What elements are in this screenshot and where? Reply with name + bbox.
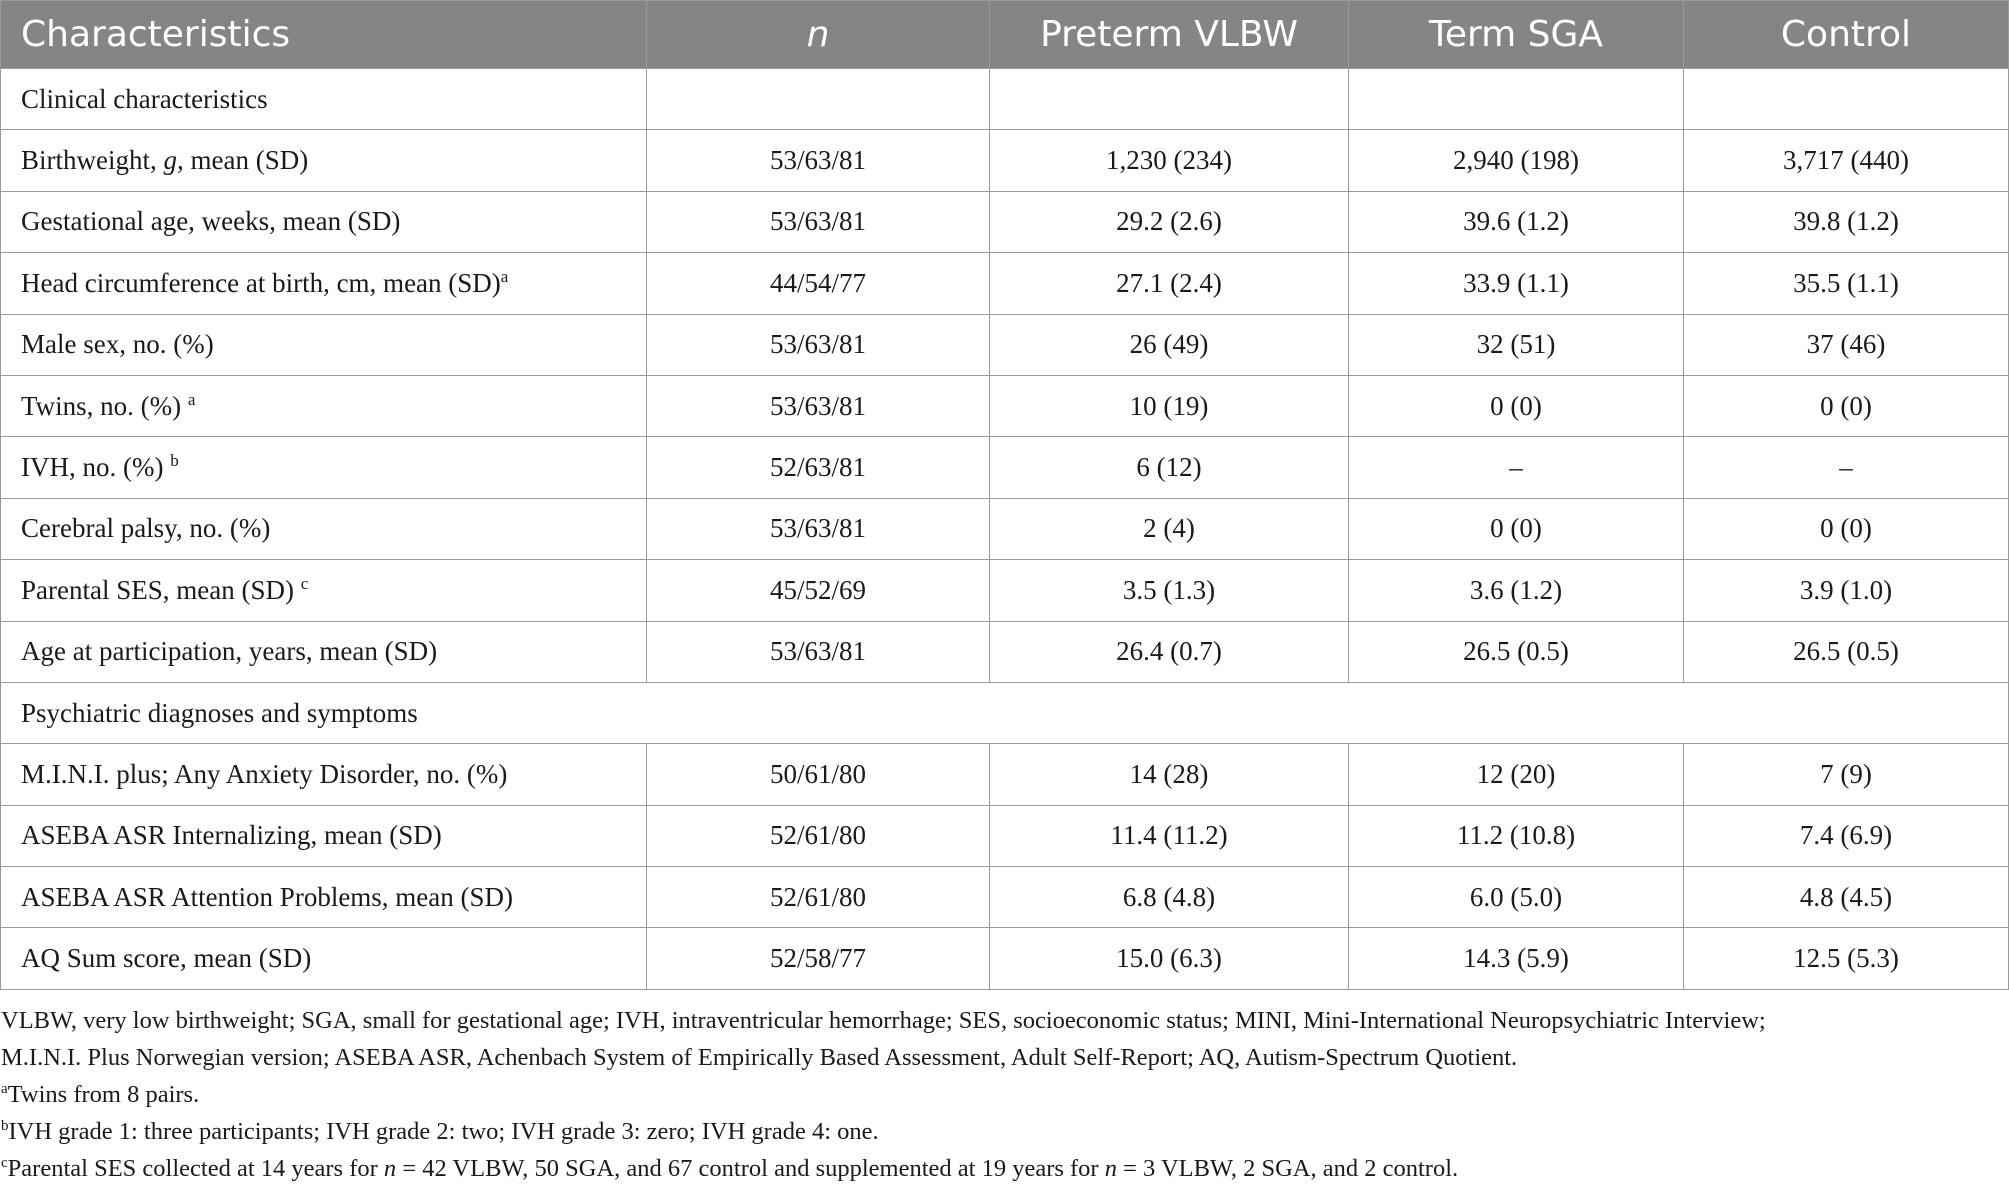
control-cell: 3.9 (1.0) bbox=[1684, 560, 2009, 621]
n-cell: 53/63/81 bbox=[647, 130, 990, 191]
footnote-marker: a bbox=[187, 389, 196, 409]
control-cell: 0 (0) bbox=[1684, 498, 2009, 559]
row-label-text: AQ Sum score, mean (SD) bbox=[21, 943, 312, 974]
table-row bbox=[1, 744, 2009, 805]
term-sga-cell: 3.6 (1.2) bbox=[1349, 560, 1684, 621]
preterm-vlbw-cell: 11.4 (11.2) bbox=[990, 805, 1349, 866]
table-row bbox=[1, 928, 2009, 989]
row-label bbox=[1, 130, 647, 191]
row-label bbox=[1, 621, 647, 682]
preterm-vlbw-cell: 29.2 (2.6) bbox=[990, 191, 1349, 252]
row-label-text: IVH, no. (%) bbox=[21, 452, 171, 483]
footnote-c-part3: = 3 VLBW, 2 SGA, and 2 control. bbox=[1116, 1155, 1459, 1182]
control-cell: 39.8 (1.2) bbox=[1684, 191, 2009, 252]
row-label-text: Parental SES, mean (SD) bbox=[21, 574, 301, 605]
footnote-b-text: IVH grade 1: three participants; IVH grade 2: two; IVH grade 3: zero; IVH grade 4: one. bbox=[8, 1118, 879, 1145]
preterm-vlbw-cell: 14 (28) bbox=[990, 744, 1349, 805]
n-cell: 50/61/80 bbox=[647, 744, 990, 805]
header-n: n bbox=[647, 1, 990, 69]
row-label-text: Age at participation, years, mean (SD) bbox=[21, 636, 438, 667]
header-control: Control bbox=[1684, 1, 2009, 69]
footnote-a-text: Twins from 8 pairs. bbox=[7, 1081, 200, 1108]
row-label-text: M.I.N.I. plus; Any Anxiety Disorder, no. (%) bbox=[21, 758, 508, 789]
header-characteristics: Characteristics bbox=[1, 1, 647, 69]
n-cell: 45/52/69 bbox=[647, 560, 990, 621]
control-cell: 7.4 (6.9) bbox=[1684, 805, 2009, 866]
header-preterm-vlbw: Preterm VLBW bbox=[990, 1, 1349, 69]
row-label-text: Twins, no. (%) bbox=[21, 390, 188, 421]
section-title-clinical: Clinical characteristics bbox=[1, 69, 647, 130]
n-cell: 53/63/81 bbox=[647, 621, 990, 682]
footnote-c-part1: Parental SES collected at 14 years for bbox=[7, 1155, 384, 1182]
n-cell: 53/63/81 bbox=[647, 375, 990, 436]
footnote-c-part2: = 42 VLBW, 50 SGA, and 67 control and supplemented at 19 years for bbox=[396, 1155, 1105, 1182]
section-title-psychiatric: Psychiatric diagnoses and symptoms bbox=[1, 682, 2009, 743]
term-sga-cell: 33.9 (1.1) bbox=[1349, 253, 1684, 314]
row-label-suffix: , mean (SD) bbox=[177, 145, 309, 176]
table-row bbox=[1, 253, 2009, 314]
n-cell: 53/63/81 bbox=[647, 314, 990, 375]
row-label bbox=[1, 928, 647, 989]
term-sga-cell: 39.6 (1.2) bbox=[1349, 191, 1684, 252]
preterm-vlbw-cell: 27.1 (2.4) bbox=[990, 253, 1349, 314]
table-header-row bbox=[1, 1, 2009, 69]
control-cell: 26.5 (0.5) bbox=[1684, 621, 2009, 682]
row-label bbox=[1, 867, 647, 928]
preterm-vlbw-cell: 26 (49) bbox=[990, 314, 1349, 375]
control-cell: 0 (0) bbox=[1684, 375, 2009, 436]
empty-cell bbox=[1349, 69, 1684, 130]
control-cell: 7 (9) bbox=[1684, 744, 2009, 805]
n-cell: 52/63/81 bbox=[647, 437, 990, 498]
n-cell: 53/63/81 bbox=[647, 498, 990, 559]
table-footnotes bbox=[1, 1002, 2001, 1187]
preterm-vlbw-cell: 3.5 (1.3) bbox=[990, 560, 1349, 621]
term-sga-cell: – bbox=[1349, 437, 1684, 498]
preterm-vlbw-cell: 10 (19) bbox=[990, 375, 1349, 436]
footnote-a-mark: a bbox=[1, 1080, 8, 1097]
row-label-italic: g bbox=[163, 145, 177, 176]
row-label-text: Cerebral palsy, no. (%) bbox=[21, 513, 271, 544]
footnote-b bbox=[1, 1113, 2001, 1150]
footnote-c-n2: n bbox=[1104, 1155, 1117, 1182]
table-row bbox=[1, 621, 2009, 682]
row-label-text: Male sex, no. (%) bbox=[21, 329, 214, 360]
footnote-c bbox=[1, 1150, 2001, 1187]
footnote-a bbox=[1, 1076, 2001, 1113]
row-label bbox=[1, 560, 647, 621]
n-cell: 53/63/81 bbox=[647, 191, 990, 252]
footnote-c-mark: c bbox=[1, 1154, 8, 1171]
table-row bbox=[1, 191, 2009, 252]
row-label bbox=[1, 253, 647, 314]
term-sga-cell: 32 (51) bbox=[1349, 314, 1684, 375]
preterm-vlbw-cell: 6.8 (4.8) bbox=[990, 867, 1349, 928]
n-cell: 44/54/77 bbox=[647, 253, 990, 314]
footnote-marker: b bbox=[170, 451, 179, 471]
table-row bbox=[1, 805, 2009, 866]
table-body bbox=[1, 69, 2009, 990]
footnote-b-mark: b bbox=[1, 1117, 9, 1134]
row-label-text: ASEBA ASR Internalizing, mean (SD) bbox=[21, 820, 442, 851]
term-sga-cell: 11.2 (10.8) bbox=[1349, 805, 1684, 866]
n-cell: 52/61/80 bbox=[647, 805, 990, 866]
row-label bbox=[1, 314, 647, 375]
preterm-vlbw-cell: 15.0 (6.3) bbox=[990, 928, 1349, 989]
empty-cell bbox=[1684, 69, 2009, 130]
preterm-vlbw-cell: 1,230 (234) bbox=[990, 130, 1349, 191]
empty-cell bbox=[990, 69, 1349, 130]
term-sga-cell: 26.5 (0.5) bbox=[1349, 621, 1684, 682]
term-sga-cell: 6.0 (5.0) bbox=[1349, 867, 1684, 928]
row-label bbox=[1, 744, 647, 805]
section-row-psychiatric bbox=[1, 682, 2009, 743]
abbreviations-line-1: VLBW, very low birthweight; SGA, small for gestational age; IVH, intraventricular hemorrhage; SES, socioeconomic status; MINI, Mini-International Neuropsychiatric Interview; bbox=[1, 1007, 1766, 1034]
term-sga-cell: 14.3 (5.9) bbox=[1349, 928, 1684, 989]
control-cell: – bbox=[1684, 437, 2009, 498]
preterm-vlbw-cell: 6 (12) bbox=[990, 437, 1349, 498]
control-cell: 3,717 (440) bbox=[1684, 130, 2009, 191]
section-row-clinical bbox=[1, 69, 2009, 130]
row-label bbox=[1, 191, 647, 252]
control-cell: 12.5 (5.3) bbox=[1684, 928, 2009, 989]
control-cell: 37 (46) bbox=[1684, 314, 2009, 375]
term-sga-cell: 0 (0) bbox=[1349, 498, 1684, 559]
preterm-vlbw-cell: 26.4 (0.7) bbox=[990, 621, 1349, 682]
preterm-vlbw-cell: 2 (4) bbox=[990, 498, 1349, 559]
table-row bbox=[1, 314, 2009, 375]
footnote-c-n1: n bbox=[383, 1155, 397, 1182]
table-row bbox=[1, 867, 2009, 928]
row-label-text: ASEBA ASR Attention Problems, mean (SD) bbox=[21, 881, 514, 912]
row-label bbox=[1, 498, 647, 559]
row-label-text: Gestational age, weeks, mean (SD) bbox=[21, 206, 401, 237]
empty-cell bbox=[647, 69, 990, 130]
table-row bbox=[1, 560, 2009, 621]
term-sga-cell: 0 (0) bbox=[1349, 375, 1684, 436]
term-sga-cell: 12 (20) bbox=[1349, 744, 1684, 805]
footnote-marker: c bbox=[300, 573, 309, 593]
abbreviations-line-2: M.I.N.I. Plus Norwegian version; ASEBA ASR, Achenbach System of Empirically Based Assessment, Adult Self-Report; AQ, Autism-Spectrum Quotient. bbox=[1, 1044, 1518, 1071]
table-row bbox=[1, 130, 2009, 191]
row-label bbox=[1, 375, 647, 436]
table-row bbox=[1, 437, 2009, 498]
row-label bbox=[1, 805, 647, 866]
n-cell: 52/61/80 bbox=[647, 867, 990, 928]
row-label-text: Birthweight, bbox=[21, 145, 164, 176]
n-cell: 52/58/77 bbox=[647, 928, 990, 989]
term-sga-cell: 2,940 (198) bbox=[1349, 130, 1684, 191]
header-term-sga: Term SGA bbox=[1349, 1, 1684, 69]
control-cell: 35.5 (1.1) bbox=[1684, 253, 2009, 314]
control-cell: 4.8 (4.5) bbox=[1684, 867, 2009, 928]
table-row bbox=[1, 375, 2009, 436]
row-label bbox=[1, 437, 647, 498]
table-row bbox=[1, 498, 2009, 559]
footnote-marker: a bbox=[500, 266, 509, 286]
row-label-text: Head circumference at birth, cm, mean (SD) bbox=[21, 267, 501, 298]
